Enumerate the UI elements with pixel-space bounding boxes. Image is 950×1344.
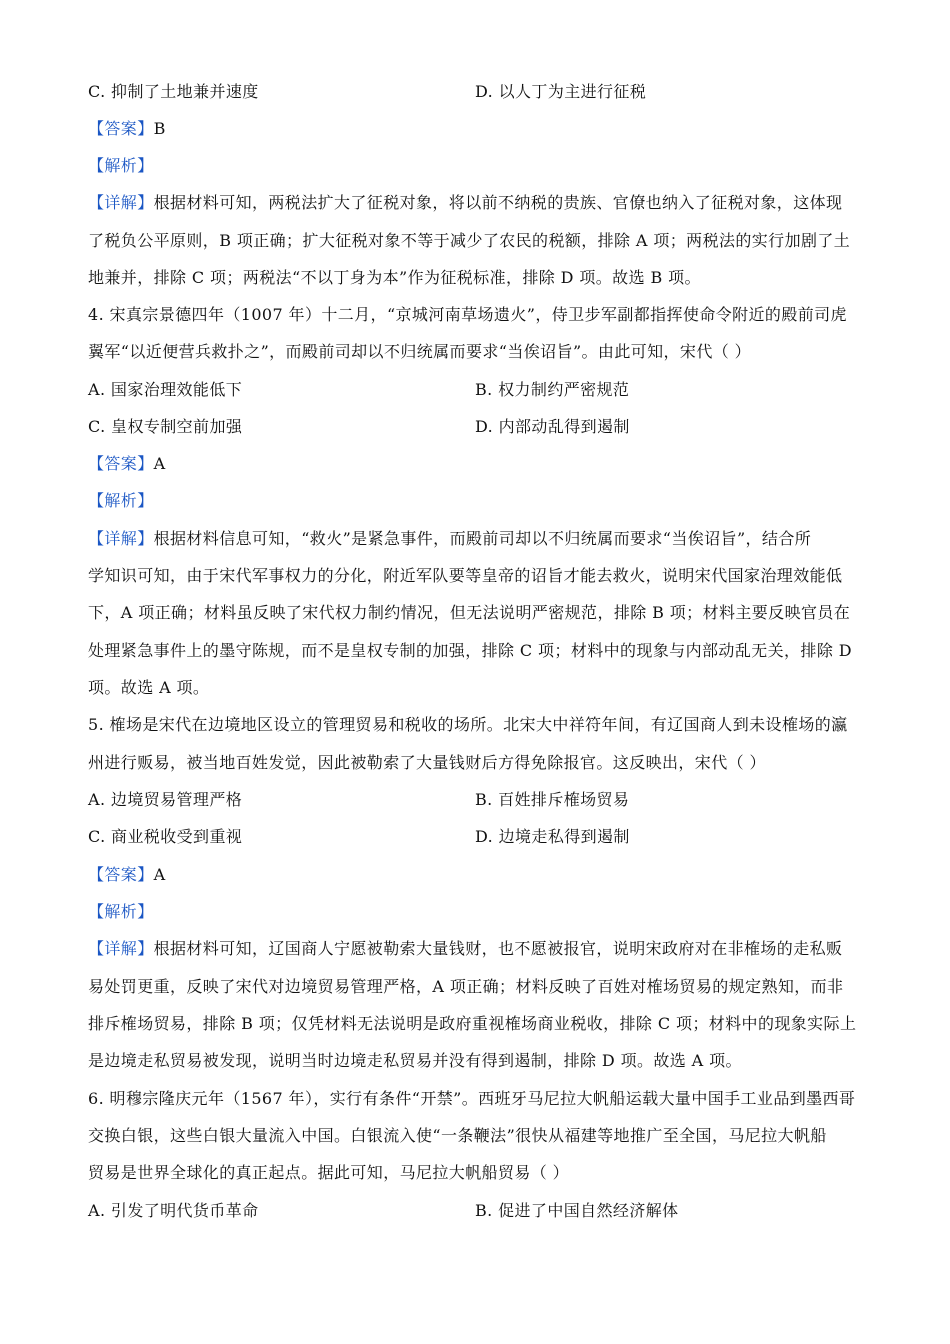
q3-option-d: D. 以人丁为主进行征税: [475, 82, 647, 101]
q6-option-b: B. 促进了中国自然经济解体: [475, 1201, 679, 1220]
q4-analysis-tag: 【解析】: [88, 491, 154, 510]
q6-option-a: A. 引发了明代货币革命: [88, 1201, 259, 1220]
q4-answer-line: [88, 454, 863, 474]
q4-detail-line: 学知识可知，由于宋代军事权力的分化，附近军队要等皇帝的诏旨才能去救火，说明宋代国家治理效能低: [88, 566, 843, 585]
q5-detail-line: 排斥榷场贸易，排除 B 项；仅凭材料无法说明是政府重视榷场商业税收，排除 C 项；材料中的现象实际上: [88, 1014, 857, 1033]
q6-stem-line: 6. 明穆宗隆庆元年（1567 年），实行有条件“开禁”。西班牙马尼拉大帆船运载大量中国手工业品到墨西哥: [88, 1089, 856, 1108]
q5-detail-line: 是边境走私贸易被发现，说明当时边境走私贸易并没有得到遏制，排除 D 项。故选 A 项。: [88, 1051, 742, 1070]
q4-detail-line: 项。故选 A 项。: [88, 678, 210, 697]
q3-answer-line: [88, 119, 863, 139]
q4-option-b: B. 权力制约严密规范: [475, 380, 630, 399]
q3-detail-line: 了税负公平原则，B 项正确；扩大征税对象不等于减少了农民的税额，排除 A 项；两税法的实行加剧了土: [88, 231, 851, 250]
q5-option-b: B. 百姓排斥榷场贸易: [475, 790, 630, 809]
q5-analysis-tag: 【解析】: [88, 902, 154, 921]
q3-analysis-tag: 【解析】: [88, 156, 154, 175]
q4-stem-line: 4. 宋真宗景德四年（1007 年）十二月，“京城河南草场遗火”，侍卫步军副都指挥使命令附近的殿前司虎: [88, 305, 847, 324]
q4-answer: A: [153, 454, 166, 473]
q6-stem-line: 交换白银，这些白银大量流入中国。白银流入使“一条鞭法”很快从福建等地推广至全国，马尼拉大帆船: [88, 1126, 827, 1145]
q6-stem-line: 贸易是世界全球化的真正起点。据此可知，马尼拉大帆船贸易（ ）: [88, 1163, 570, 1182]
q4-option-a: A. 国家治理效能低下: [88, 380, 243, 399]
detail-tag: 【详解】: [88, 193, 154, 212]
answer-tag: 【答案】: [88, 119, 154, 138]
q4-detail-line: 【详解】根据材料信息可知，“救火”是紧急事件，而殿前司却以不归统属而要求“当俟诏旨”，结合所: [88, 529, 812, 548]
q3-detail-line: 【详解】根据材料可知，两税法扩大了征税对象，将以前不纳税的贵族、官僚也纳入了征税对象，这体现: [88, 193, 843, 212]
q4-detail-line: 下，A 项正确；材料虽反映了宋代权力制约情况，但无法说明严密规范，排除 B 项；材料主要反映官员在: [88, 603, 851, 622]
q4-option-d: D. 内部动乱得到遏制: [475, 417, 630, 436]
q5-option-a: A. 边境贸易管理严格: [88, 790, 243, 809]
q4-detail-line: 处理紧急事件上的墨守陈规，而不是皇权专制的加强，排除 C 项；材料中的现象与内部动乱无关，排除 D: [88, 641, 852, 660]
q5-answer-line: [88, 865, 863, 885]
detail-tag: 【详解】: [88, 529, 154, 548]
q5-detail-line: 【详解】根据材料可知，辽国商人宁愿被勒索大量钱财，也不愿被报官，说明宋政府对在非榷场的走私贩: [88, 939, 843, 958]
detail-tag: 【详解】: [88, 939, 154, 958]
q3-answer: B: [153, 119, 166, 138]
q4-stem-line: 翼军“以近便营兵救扑之”，而殿前司却以不归统属而要求“当俟诏旨”。由此可知，宋代（ ）: [88, 342, 752, 361]
q5-detail-line: 易处罚更重，反映了宋代对边境贸易管理严格，A 项正确；材料反映了百姓对榷场贸易的规定熟知，而非: [88, 977, 844, 996]
answer-tag: 【答案】: [88, 865, 154, 884]
q3-option-c: C. 抑制了土地兼并速度: [88, 82, 259, 101]
q5-stem-line: 5. 榷场是宋代在边境地区设立的管理贸易和税收的场所。北宋大中祥符年间，有辽国商人到未设榷场的瀛: [88, 715, 848, 734]
q3-detail-line: 地兼并，排除 C 项；两税法“不以丁身为本”作为征税标准，排除 D 项。故选 B 项。: [88, 268, 701, 287]
q5-option-c: C. 商业税收受到重视: [88, 827, 243, 846]
q5-stem-line: 州进行贩易，被当地百姓发觉，因此被勒索了大量钱财后方得免除报官。这反映出，宋代（ ）: [88, 753, 766, 772]
q5-option-d: D. 边境走私得到遏制: [475, 827, 630, 846]
q4-option-c: C. 皇权专制空前加强: [88, 417, 243, 436]
q5-answer: A: [153, 865, 166, 884]
answer-tag: 【答案】: [88, 454, 154, 473]
